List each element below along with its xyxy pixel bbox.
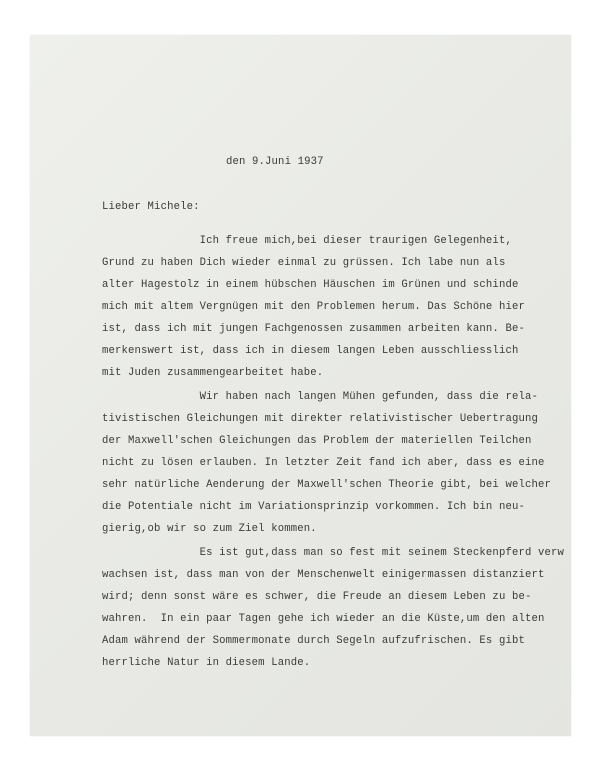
body-line: der Maxwell'schen Gleichungen das Problem der materiellen Teilchen	[102, 435, 532, 447]
body-line: Adam während der Sommermonate durch Segeln aufzufrischen. Es gibt	[102, 635, 525, 647]
body-line: herrliche Natur in diesem Lande.	[102, 657, 311, 669]
body-line: ist, dass ich mit jungen Fachgenossen zusammen arbeiten kann. Be-	[102, 323, 525, 335]
letter-date: den 9.Juni 1937	[226, 156, 324, 168]
body-line: Ich freue mich,bei dieser traurigen Gelegenheit,	[102, 235, 512, 247]
body-line: merkenswert ist, dass ich in diesem langen Leben ausschliesslich	[102, 345, 519, 357]
body-line: mit Juden zusammengearbeitet habe.	[102, 367, 324, 379]
letter-sheet	[30, 35, 571, 736]
body-line: gierig,ob wir so zum Ziel kommen.	[102, 523, 317, 535]
body-line: wahren. In ein paar Tagen gehe ich wieder an die Küste,um den alten	[102, 613, 545, 625]
body-line: wird; denn sonst wäre es schwer, die Freude an diesem Leben zu be-	[102, 591, 532, 603]
body-line: Wir haben nach langen Mühen gefunden, dass die rela-	[102, 391, 538, 403]
body-line: Grund zu haben Dich wieder einmal zu grüssen. Ich labe nun als	[102, 257, 506, 269]
body-line: Es ist gut,dass man so fest mit seinem Steckenpferd verw	[102, 547, 565, 559]
body-line: wachsen ist, dass man von der Menschenwelt einigermassen distanziert	[102, 569, 545, 581]
letter-salutation: Lieber Michele:	[102, 201, 200, 213]
body-line: nicht zu lösen erlauben. In letzter Zeit fand ich aber, dass es eine	[102, 457, 545, 469]
body-line: die Potentiale nicht im Variationsprinzip vorkommen. Ich bin neu-	[102, 501, 525, 513]
body-line: mich mit altem Vergnügen mit den Problemen herum. Das Schöne hier	[102, 301, 525, 313]
body-line: tivistischen Gleichungen mit direkter relativistischer Uebertragung	[102, 413, 538, 425]
body-line: alter Hagestolz in einem hübschen Häuschen im Grünen und schinde	[102, 279, 519, 291]
body-line: sehr natürliche Aenderung der Maxwell'schen Theorie gibt, bei welcher	[102, 479, 552, 491]
